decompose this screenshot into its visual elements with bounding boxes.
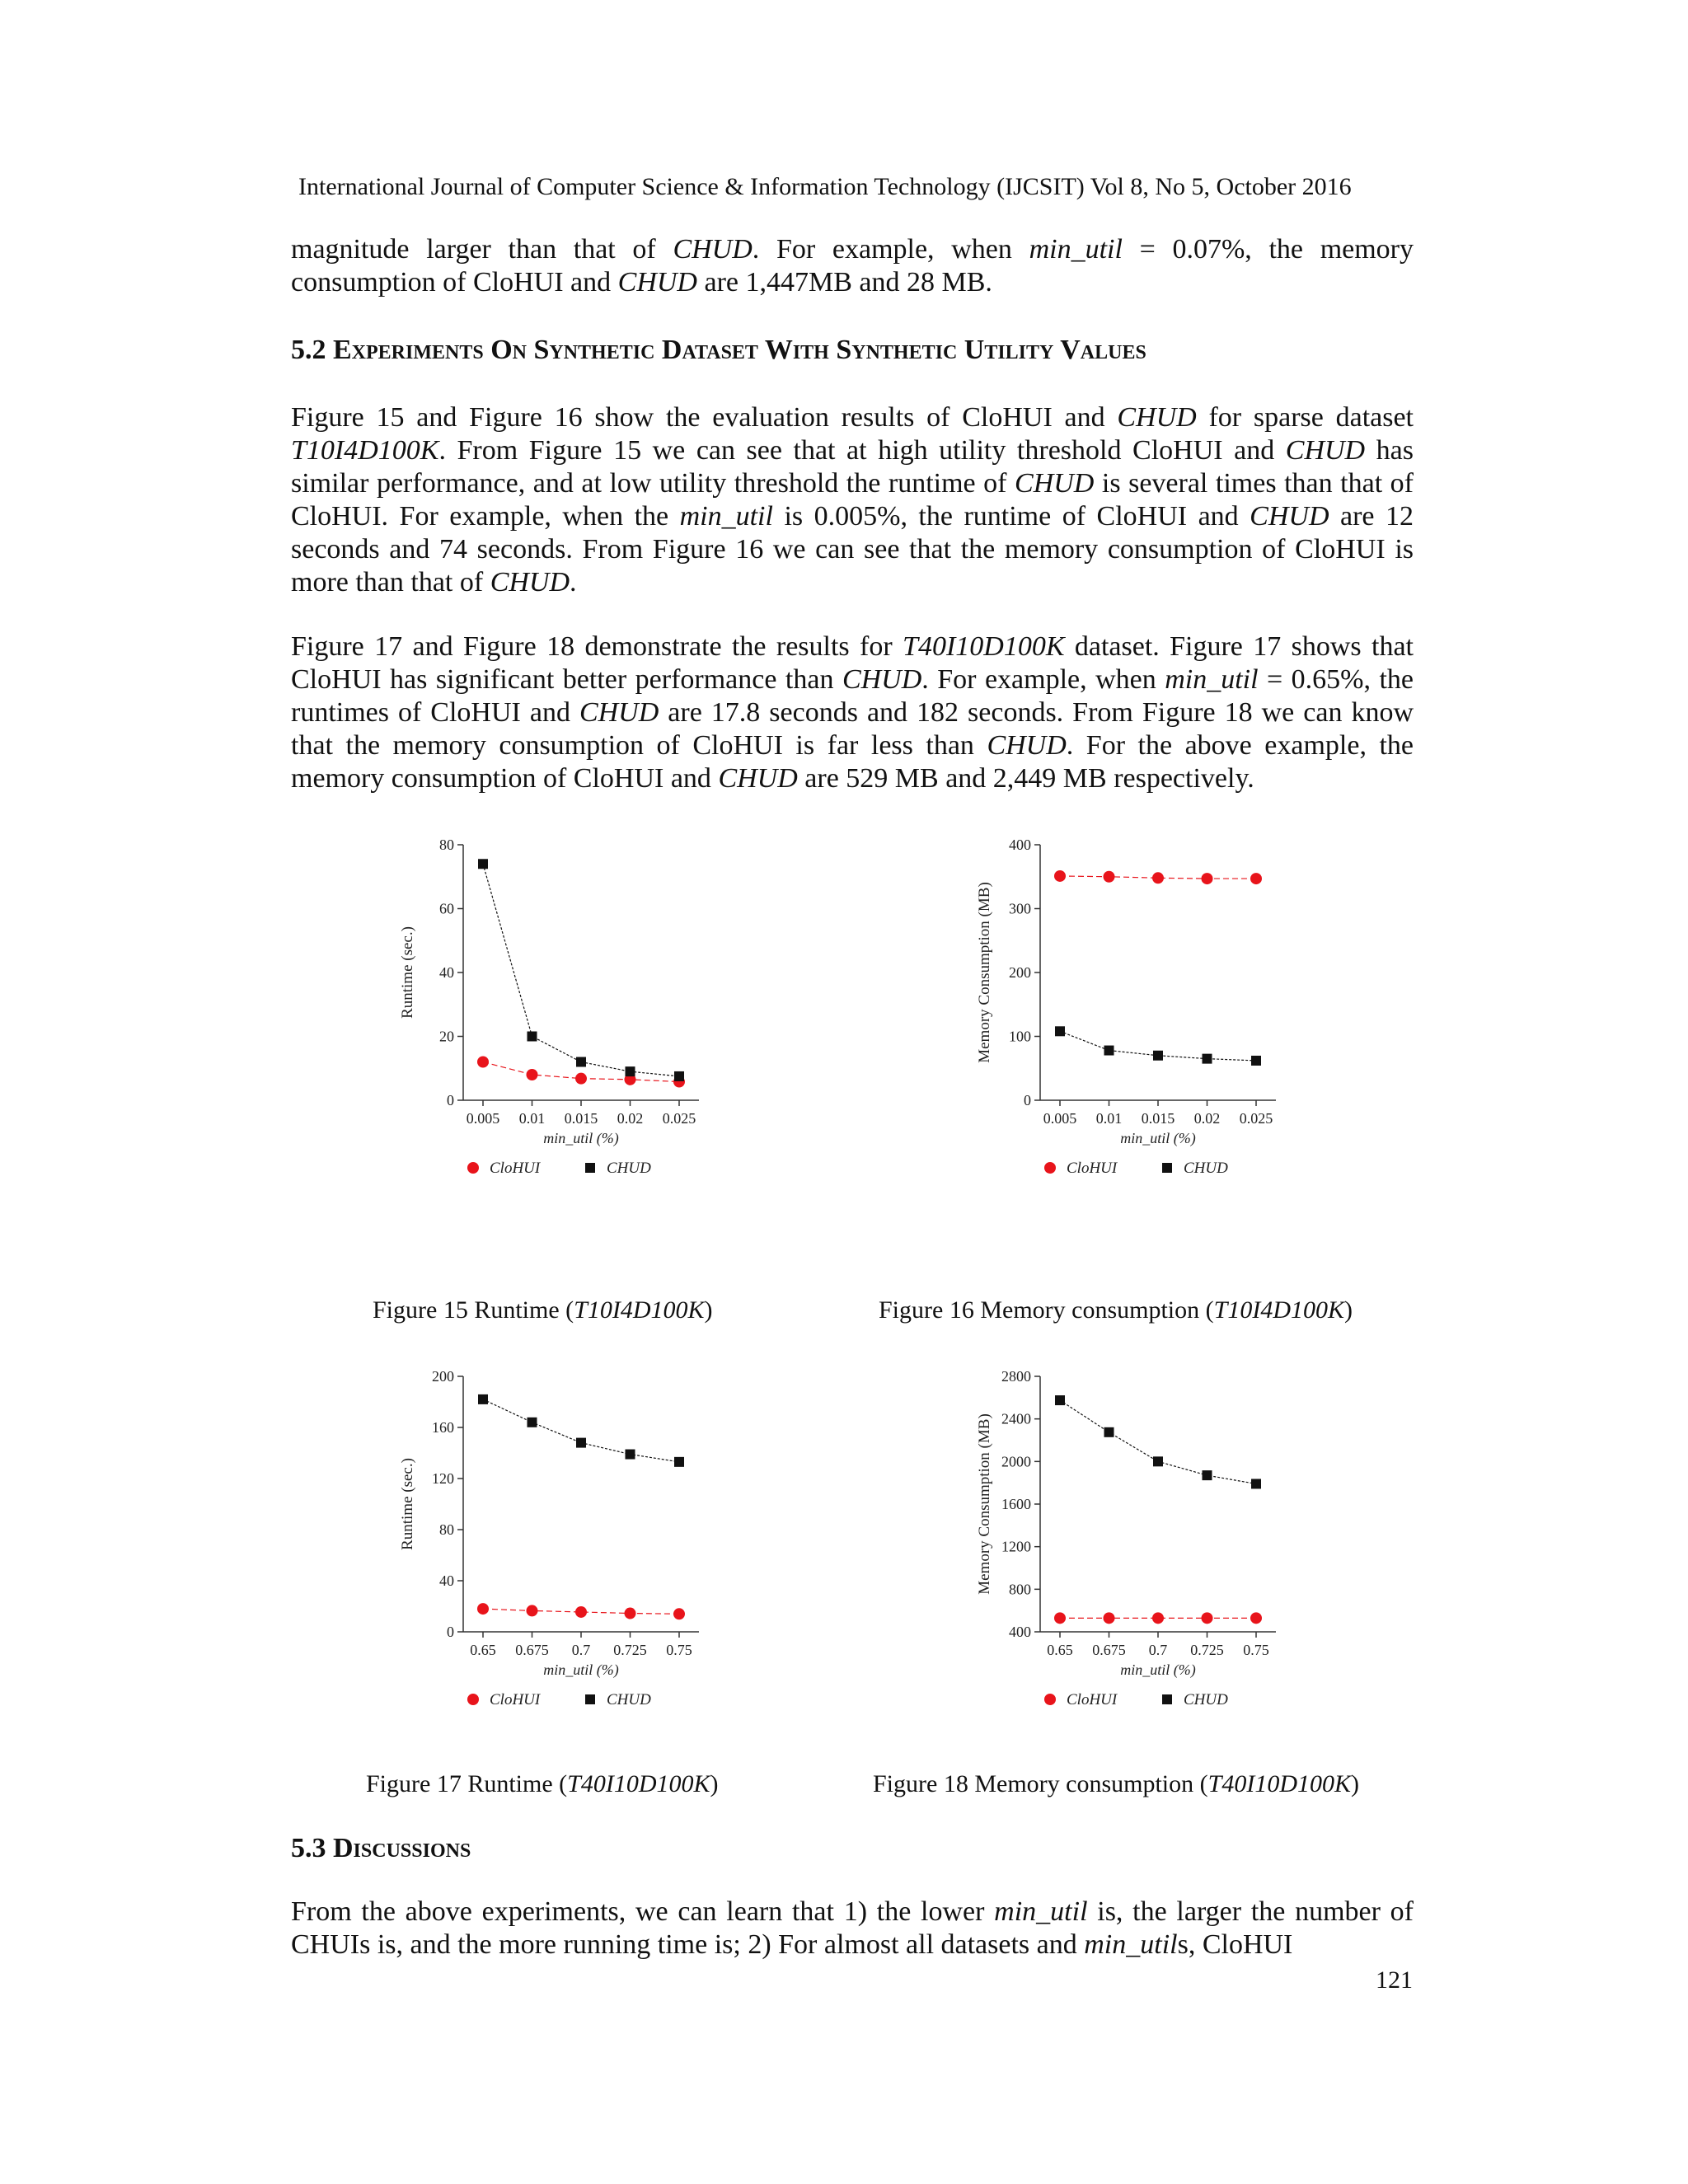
x-tick-label: 0.01 <box>518 1110 546 1127</box>
y-tick-label: 0 <box>447 1092 454 1108</box>
paragraph-3: Figure 17 and Figure 18 demonstrate the results for T40I10D100K dataset. Figure 17 shows that CloHUI has significant better performance than CHUD. For example, when min_util = 0.65%, the runtimes of CloHUI and CHUD are 17.8 seconds and 182 seconds. From Figure 18 we can know that the memory consumption of CloHUI is far less than CHUD. For the above example, the memory consumption of CloHUI and CHUD are 529 MB and 2,449 MB respectively. <box>291 631 1414 794</box>
figure-18-chart <box>964 1360 1294 1747</box>
chud-point <box>626 1066 635 1076</box>
figure-16-caption: Figure 16 Memory consumption (T10I4D100K) <box>879 1296 1353 1324</box>
y-tick-label: 80 <box>439 1521 454 1538</box>
x-tick-label: 0.025 <box>1239 1110 1273 1127</box>
chud-point <box>626 1450 635 1460</box>
figure-15-chart <box>387 828 717 1216</box>
x-tick-label: 0.65 <box>1047 1642 1073 1658</box>
chud-point <box>1251 1479 1261 1488</box>
figure-18-caption: Figure 18 Memory consumption (T40I10D100K) <box>873 1770 1359 1797</box>
x-tick-label: 0.02 <box>617 1110 644 1127</box>
x-tick-label: 0.02 <box>1193 1110 1221 1127</box>
figure-17-chart <box>387 1360 717 1747</box>
clohui-point <box>1250 1612 1262 1624</box>
paragraph-4: From the above experiments, we can learn that 1) the lower min_util is, the larger the number of CHUIs is, and the more running time is; 2) For almost all datasets and min_utils, CloHUI <box>291 1896 1414 1960</box>
legend-chud-label: CHUD <box>607 1160 651 1177</box>
chud-point <box>1203 1054 1212 1064</box>
x-axis-label: min_util (%) <box>1120 1130 1196 1146</box>
y-tick-label: 80 <box>439 837 454 853</box>
figure-16-chart <box>964 828 1294 1216</box>
clohui-point <box>1054 870 1066 882</box>
y-tick-label: 400 <box>1009 1624 1031 1640</box>
y-tick-label: 200 <box>1009 964 1031 981</box>
x-tick-label: 0.675 <box>515 1642 549 1658</box>
section-heading-5-2: 5.2 Experiments On Synthetic Dataset With Synthetic Utility Values <box>291 335 1146 365</box>
x-tick-label: 0.75 <box>666 1642 692 1658</box>
x-tick-label: 0.025 <box>662 1110 696 1127</box>
clohui-point <box>477 1603 489 1615</box>
clohui-point <box>477 1057 489 1068</box>
y-tick-label: 400 <box>1009 837 1031 853</box>
y-axis-label: Runtime (sec.) <box>399 1458 416 1550</box>
x-axis-label: min_util (%) <box>543 1130 619 1146</box>
y-tick-label: 0 <box>1024 1092 1031 1108</box>
y-tick-label: 40 <box>439 964 454 981</box>
chud-point <box>674 1071 684 1081</box>
y-axis-label: Memory Consumption (MB) <box>976 1413 993 1595</box>
y-tick-label: 1600 <box>1001 1496 1031 1512</box>
clohui-point <box>1104 871 1115 883</box>
chud-point <box>674 1457 684 1467</box>
chud-point <box>1055 1026 1065 1036</box>
chud-series-line <box>483 864 679 1076</box>
journal-header: International Journal of Computer Science & Information Technology (IJCSIT) Vol 8, No 5, October 2016 <box>298 173 1352 200</box>
y-tick-label: 60 <box>439 900 454 917</box>
chud-point <box>1104 1427 1114 1437</box>
chud-point <box>478 859 488 869</box>
legend-clohui-label: CloHUI <box>1067 1691 1118 1708</box>
x-tick-label: 0.675 <box>1092 1642 1126 1658</box>
y-tick-label: 100 <box>1009 1028 1031 1045</box>
clohui-point <box>1054 1612 1066 1624</box>
clohui-point <box>575 1606 587 1618</box>
x-axis-label: min_util (%) <box>543 1661 619 1678</box>
chud-point <box>576 1438 586 1448</box>
section-heading-5-3: 5.3 Discussions <box>291 1833 471 1863</box>
chud-point <box>576 1057 586 1067</box>
legend-chud-marker <box>1162 1163 1172 1173</box>
y-tick-label: 2000 <box>1001 1453 1031 1470</box>
y-tick-label: 200 <box>432 1368 454 1385</box>
legend-clohui-label: CloHUI <box>490 1691 541 1708</box>
x-tick-label: 0.015 <box>1141 1110 1175 1127</box>
x-tick-label: 0.7 <box>1148 1642 1168 1658</box>
figure-17-caption: Figure 17 Runtime (T40I10D100K) <box>366 1770 719 1797</box>
x-tick-label: 0.005 <box>1043 1110 1077 1127</box>
x-tick-label: 0.015 <box>564 1110 598 1127</box>
chud-point <box>1153 1456 1163 1466</box>
paragraph-2: Figure 15 and Figure 16 show the evaluation results of CloHUI and CHUD for sparse dataset T10I4D100K. From Figure 15 we can see that at high utility threshold CloHUI and CHUD has similar performance, and at low utility threshold the runtime of CHUD is several times than that of CloHUI. For example, when the min_util is 0.005%, the runtime of CloHUI and CHUD are 12 seconds and 74 seconds. From Figure 16 we can see that the memory consumption of CloHUI is more than that of CHUD. <box>291 402 1414 598</box>
legend-clohui-marker <box>467 1694 479 1705</box>
x-tick-label: 0.01 <box>1095 1110 1123 1127</box>
y-tick-label: 800 <box>1009 1581 1031 1598</box>
y-tick-label: 2400 <box>1001 1410 1031 1427</box>
x-tick-label: 0.65 <box>470 1642 496 1658</box>
clohui-point <box>1152 1612 1164 1624</box>
clohui-point <box>1250 873 1262 884</box>
legend-clohui-marker <box>467 1162 479 1174</box>
x-tick-label: 0.75 <box>1243 1642 1269 1658</box>
y-tick-label: 40 <box>439 1572 454 1589</box>
chud-series-line <box>1060 1400 1256 1483</box>
chud-point <box>1153 1051 1163 1061</box>
y-axis-label: Memory Consumption (MB) <box>976 882 993 1063</box>
clohui-point <box>1152 872 1164 883</box>
clohui-point <box>527 1069 538 1080</box>
x-tick-label: 0.725 <box>613 1642 647 1658</box>
y-tick-label: 20 <box>439 1028 454 1045</box>
y-tick-label: 120 <box>432 1470 454 1487</box>
chud-point <box>528 1032 537 1042</box>
legend-chud-marker <box>585 1694 595 1704</box>
figure-15-caption: Figure 15 Runtime (T10I4D100K) <box>373 1296 713 1324</box>
legend-clohui-label: CloHUI <box>1067 1160 1118 1177</box>
x-tick-label: 0.005 <box>466 1110 500 1127</box>
paragraph-1: magnitude larger than that of CHUD. For example, when min_util = 0.07%, the memory consumption of CloHUI and CHUD are 1,447MB and 28 MB. <box>291 234 1414 298</box>
legend-chud-marker <box>585 1163 595 1173</box>
chud-point <box>1251 1056 1261 1066</box>
clohui-point <box>575 1073 587 1085</box>
chud-point <box>528 1418 537 1427</box>
clohui-point <box>527 1605 538 1616</box>
legend-chud-label: CHUD <box>1184 1691 1228 1708</box>
clohui-point <box>625 1608 636 1619</box>
y-axis-label: Runtime (sec.) <box>399 926 416 1019</box>
y-tick-label: 2800 <box>1001 1368 1031 1385</box>
y-tick-label: 300 <box>1009 900 1031 917</box>
clohui-point <box>1104 1612 1115 1624</box>
x-tick-label: 0.7 <box>571 1642 591 1658</box>
legend-clohui-marker <box>1044 1162 1056 1174</box>
legend-chud-label: CHUD <box>1184 1160 1228 1177</box>
chud-point <box>1055 1395 1065 1405</box>
legend-clohui-marker <box>1044 1694 1056 1705</box>
clohui-point <box>673 1608 685 1619</box>
chud-point <box>478 1394 488 1404</box>
chud-point <box>1203 1470 1212 1480</box>
x-tick-label: 0.725 <box>1190 1642 1224 1658</box>
y-tick-label: 0 <box>447 1624 454 1640</box>
x-axis-label: min_util (%) <box>1120 1661 1196 1678</box>
y-tick-label: 1200 <box>1001 1538 1031 1555</box>
chud-point <box>1104 1046 1114 1056</box>
chud-series-line <box>483 1399 679 1462</box>
y-tick-label: 160 <box>432 1419 454 1436</box>
clohui-point <box>1202 1612 1213 1624</box>
page-number: 121 <box>1376 1966 1413 1994</box>
legend-chud-label: CHUD <box>607 1691 651 1708</box>
legend-clohui-label: CloHUI <box>490 1160 541 1177</box>
legend-chud-marker <box>1162 1694 1172 1704</box>
clohui-point <box>1202 873 1213 884</box>
